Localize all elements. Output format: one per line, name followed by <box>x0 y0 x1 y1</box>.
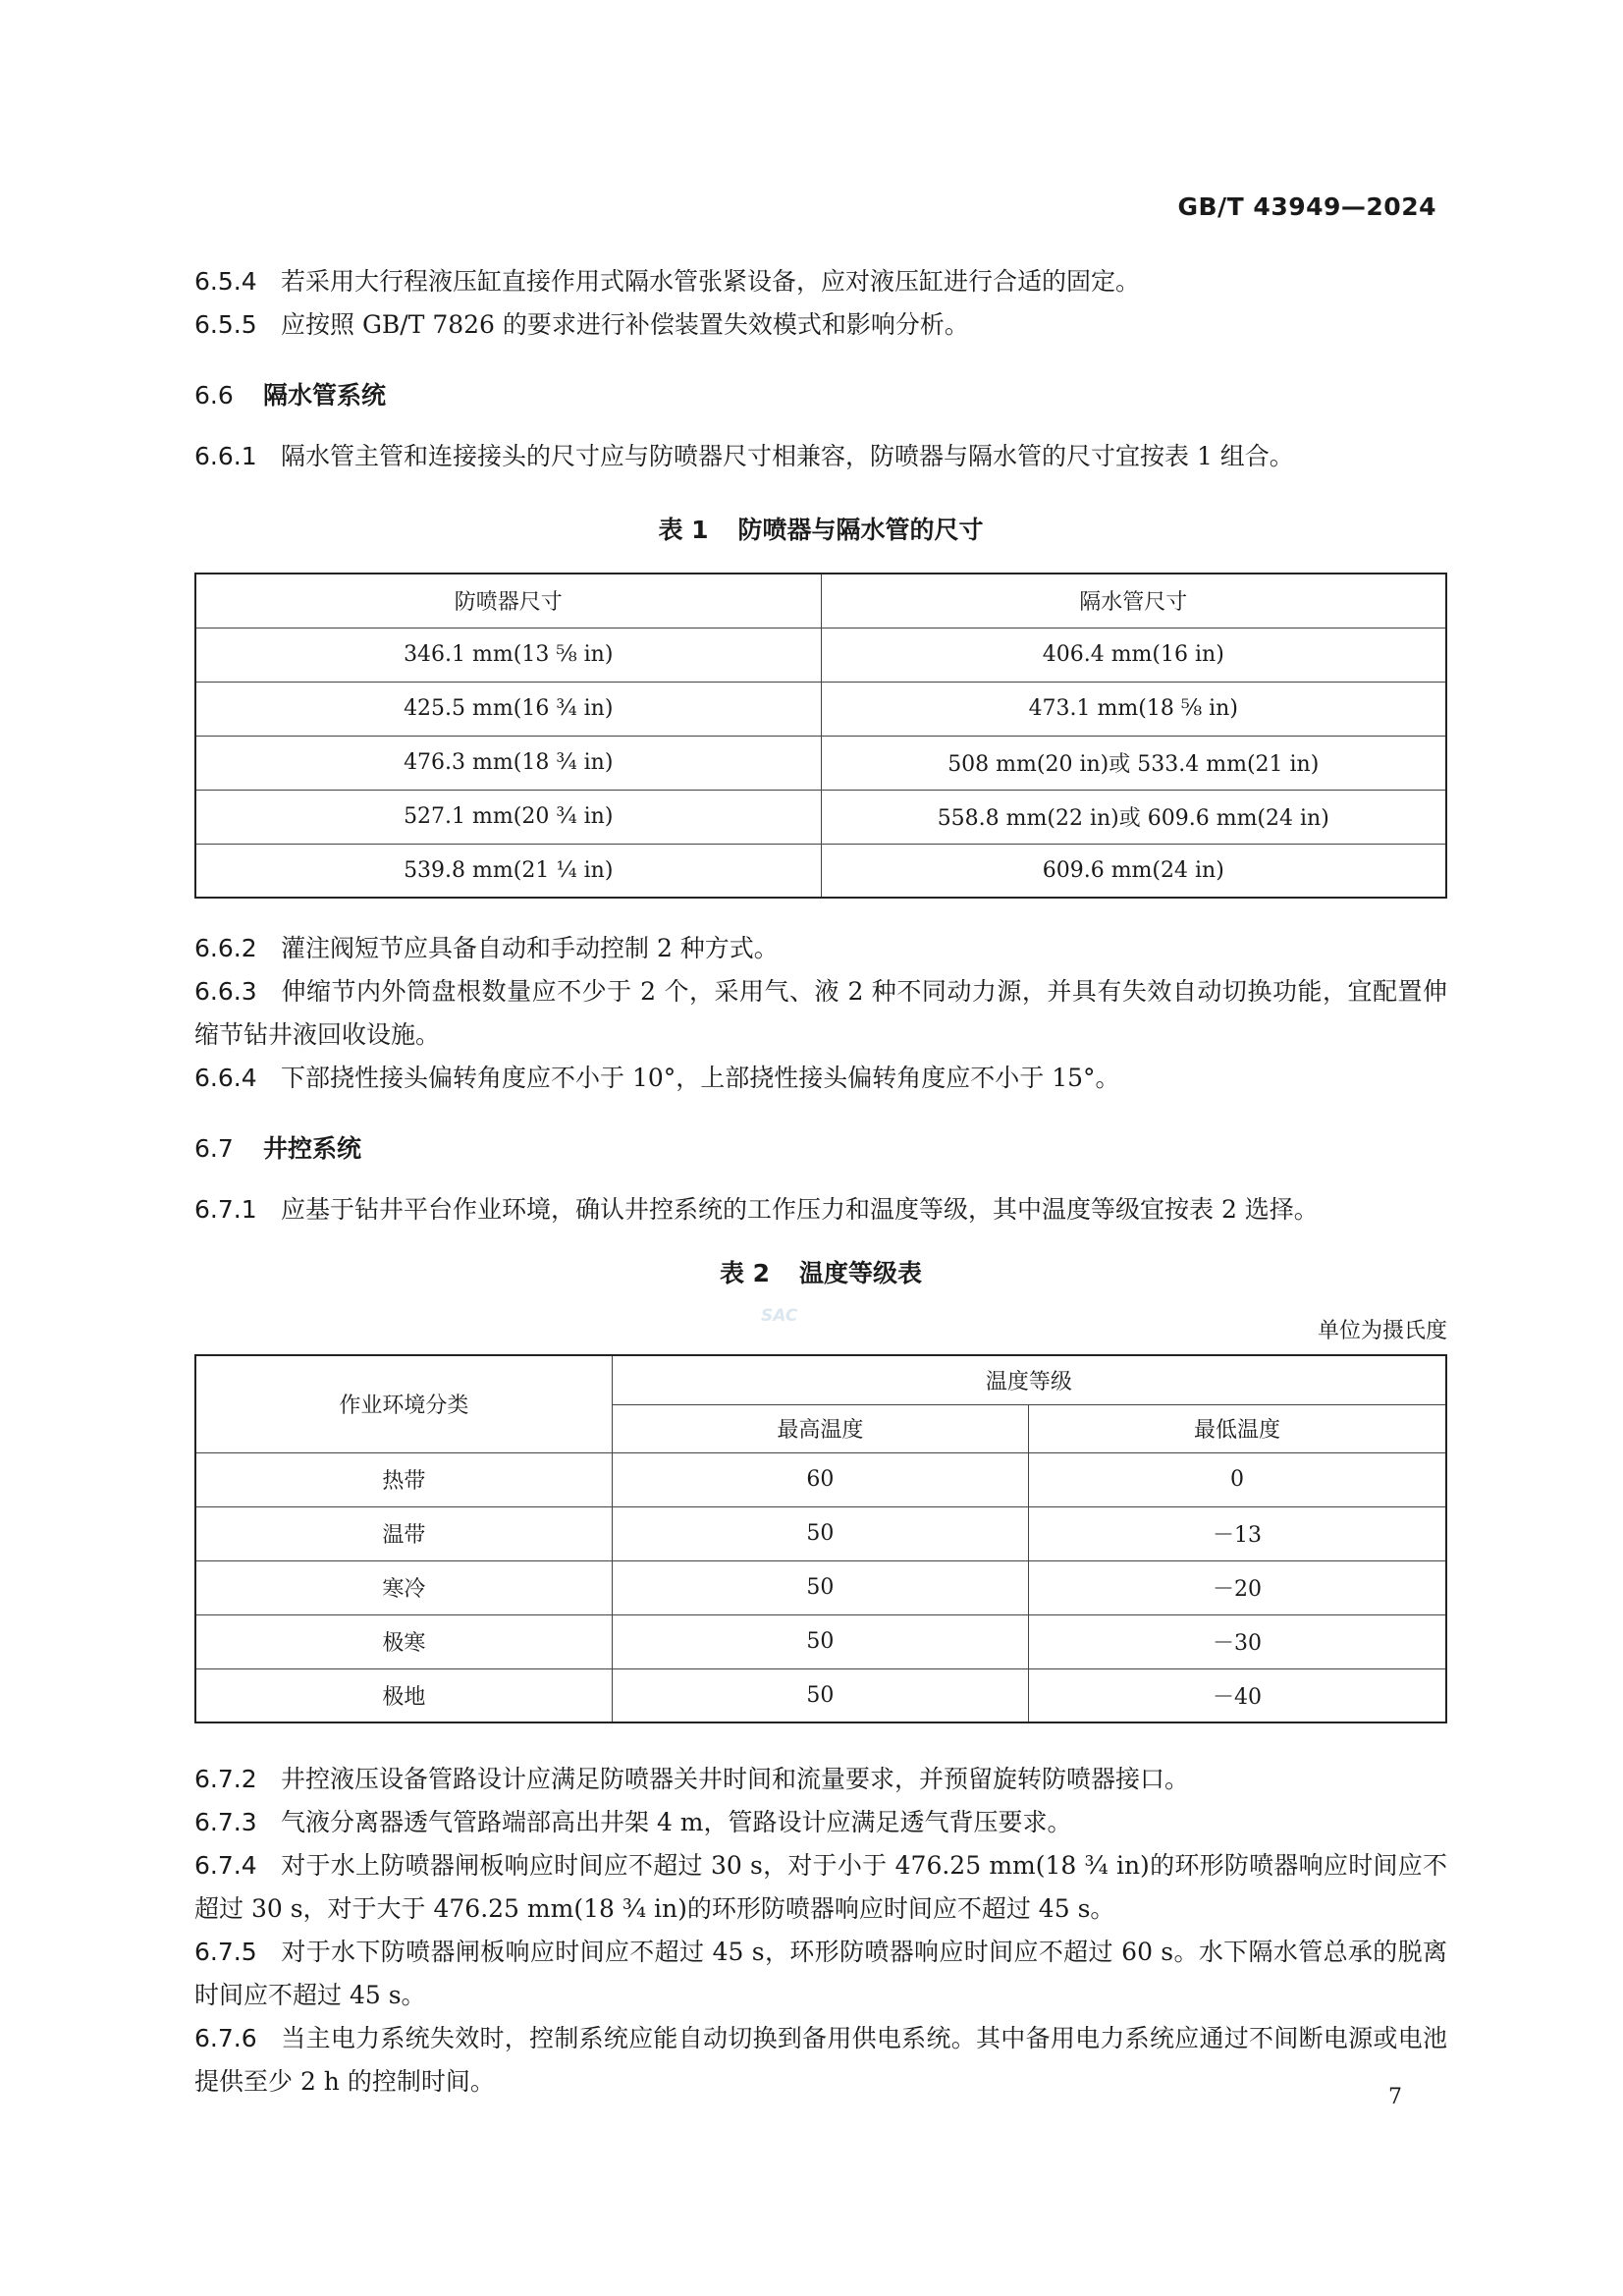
table-header-row <box>195 1355 1446 1404</box>
table-row <box>195 790 1446 844</box>
table-header-row <box>195 574 1446 628</box>
clause-text: 伸缩节内外筒盘根数量应不少于 2 个，采用气、液 2 种不同动力源，并具有失效自动切换功能，宜配置伸缩节钻井液回收设施。 <box>194 977 1447 1049</box>
table-title: 温度等级表 <box>799 1259 923 1287</box>
clause-6-7-3 <box>194 1801 1447 1844</box>
clause-text: 隔水管主管和连接接头的尺寸应与防喷器尺寸相兼容，防喷器与隔水管的尺寸宜按表 1 组合。 <box>281 442 1294 470</box>
table-cell: 60 <box>612 1452 1028 1506</box>
section-heading-6-7 <box>194 1129 361 1165</box>
section-heading-6-6 <box>194 376 386 411</box>
table-cell: 609.6 mm(24 in) <box>821 844 1446 898</box>
table-cell: 50 <box>612 1506 1028 1560</box>
clause-6-5-4 <box>194 260 1447 303</box>
table-cell: 473.1 mm(18 ⅝ in) <box>821 682 1446 736</box>
table-cell: 温带 <box>195 1506 612 1560</box>
clause-text: 对于水下防喷器闸板响应时间应不超过 45 s，环形防喷器响应时间应不超过 60 s。水下隔水管总承的脱离时间应不超过 45 s。 <box>194 1938 1447 2009</box>
section-title: 井控系统 <box>263 1134 362 1163</box>
clause-number: 6.7.3 <box>194 1808 257 1836</box>
table-cell: 寒冷 <box>195 1560 612 1614</box>
clause-text: 下部挠性接头偏转角度应不小于 10°，上部挠性接头偏转角度应不小于 15°。 <box>281 1064 1120 1092</box>
column-header: 最低温度 <box>1028 1404 1446 1452</box>
clause-number: 6.7.1 <box>194 1195 257 1224</box>
table-row <box>195 682 1446 736</box>
table-cell: 50 <box>612 1614 1028 1668</box>
clause-text: 当主电力系统失效时，控制系统应能自动切换到备用供电系统。其中备用电力系统应通过不间断电源或电池提供至少 2 h 的控制时间。 <box>194 2024 1447 2096</box>
table-row <box>195 1614 1446 1668</box>
clause-text: 对于水上防喷器闸板响应时间应不超过 30 s，对于小于 476.25 mm(18 ¾ in)的环形防喷器响应时间应不超过 30 s，对于大于 476.25 mm(18 ¾ in)的环形防喷器响应时间应不超过 45 s。 <box>194 1851 1447 1923</box>
section-number: 6.6 <box>194 381 234 410</box>
table-cell: 425.5 mm(16 ¾ in) <box>195 682 821 736</box>
clause-number: 6.6.2 <box>194 934 257 962</box>
table-row <box>195 736 1446 790</box>
section-number: 6.7 <box>194 1134 234 1163</box>
clause-6-5-5 <box>194 303 1447 347</box>
table-title: 防喷器与隔水管的尺寸 <box>737 516 984 544</box>
clause-number: 6.7.6 <box>194 2024 257 2052</box>
column-header: 隔水管尺寸 <box>821 574 1446 628</box>
table-cell: 406.4 mm(16 in) <box>821 628 1446 682</box>
page-number: 7 <box>1388 2085 1402 2109</box>
table-cell: 558.8 mm(22 in)或 609.6 mm(24 in) <box>821 790 1446 844</box>
table-cell: －40 <box>1028 1668 1446 1722</box>
table-row <box>195 1560 1446 1614</box>
clause-text: 灌注阀短节应具备自动和手动控制 2 种方式。 <box>281 934 779 962</box>
table-1 <box>194 573 1447 899</box>
clause-number: 6.7.4 <box>194 1851 257 1880</box>
table-cell: 热带 <box>195 1452 612 1506</box>
unit-note: 单位为摄氏度 <box>1317 1319 1447 1343</box>
table-cell: 539.8 mm(21 ¼ in) <box>195 844 821 898</box>
table-cell: －13 <box>1028 1506 1446 1560</box>
clause-number: 6.7.5 <box>194 1938 257 1966</box>
section-title: 隔水管系统 <box>263 381 387 410</box>
standard-code: GB/T 43949—2024 <box>1177 192 1436 221</box>
table-row <box>195 844 1446 898</box>
column-header: 温度等级 <box>612 1355 1446 1404</box>
table-cell: －30 <box>1028 1614 1446 1668</box>
clause-text: 井控液压设备管路设计应满足防喷器关井时间和流量要求，并预留旋转防喷器接口。 <box>281 1765 1190 1793</box>
column-header: 作业环境分类 <box>195 1355 612 1452</box>
table-row <box>195 1668 1446 1722</box>
clause-6-7-2 <box>194 1758 1447 1801</box>
table-cell: 527.1 mm(20 ¾ in) <box>195 790 821 844</box>
table-label: 表 2 <box>719 1259 771 1287</box>
table-cell: －20 <box>1028 1560 1446 1614</box>
clause-6-7-4 <box>194 1844 1447 1931</box>
table-row <box>195 1452 1446 1506</box>
table-cell: 0 <box>1028 1452 1446 1506</box>
clause-6-7-6 <box>194 2017 1447 2104</box>
table-2-caption <box>194 1254 1447 1289</box>
table-1-caption <box>194 511 1447 546</box>
clause-6-6-4 <box>194 1057 1447 1100</box>
clause-number: 6.6.4 <box>194 1064 257 1092</box>
table-cell: 508 mm(20 in)或 533.4 mm(21 in) <box>821 736 1446 790</box>
column-header: 防喷器尺寸 <box>195 574 821 628</box>
table-2 <box>194 1354 1447 1723</box>
clause-number: 6.5.5 <box>194 310 257 339</box>
clause-6-6-1 <box>194 435 1447 478</box>
table-label: 表 1 <box>658 516 709 544</box>
table-cell: 476.3 mm(18 ¾ in) <box>195 736 821 790</box>
clause-text: 应基于钻井平台作业环境，确认井控系统的工作压力和温度等级，其中温度等级宜按表 2 选择。 <box>281 1195 1319 1224</box>
clause-text: 若采用大行程液压缸直接作用式隔水管张紧设备，应对液压缸进行合适的固定。 <box>281 267 1141 296</box>
column-header: 最高温度 <box>612 1404 1028 1452</box>
table-cell: 50 <box>612 1668 1028 1722</box>
clause-number: 6.7.2 <box>194 1765 257 1793</box>
clause-6-6-3 <box>194 970 1447 1057</box>
table-row <box>195 628 1446 682</box>
clause-6-7-1 <box>194 1188 1447 1231</box>
clause-number: 6.6.3 <box>194 977 257 1006</box>
clause-text: 气液分离器透气管路端部高出井架 4 m，管路设计应满足透气背压要求。 <box>281 1808 1072 1836</box>
clause-number: 6.5.4 <box>194 267 257 296</box>
table-cell: 极地 <box>195 1668 612 1722</box>
clause-text: 应按照 GB/T 7826 的要求进行补偿装置失效模式和影响分析。 <box>281 310 969 339</box>
clause-6-7-5 <box>194 1931 1447 2017</box>
clause-number: 6.6.1 <box>194 442 257 470</box>
table-row <box>195 1506 1446 1560</box>
table-cell: 极寒 <box>195 1614 612 1668</box>
table-cell: 346.1 mm(13 ⅝ in) <box>195 628 821 682</box>
clause-6-6-2 <box>194 927 1447 970</box>
table-cell: 50 <box>612 1560 1028 1614</box>
sac-watermark-logo: SAC <box>761 1306 798 1326</box>
